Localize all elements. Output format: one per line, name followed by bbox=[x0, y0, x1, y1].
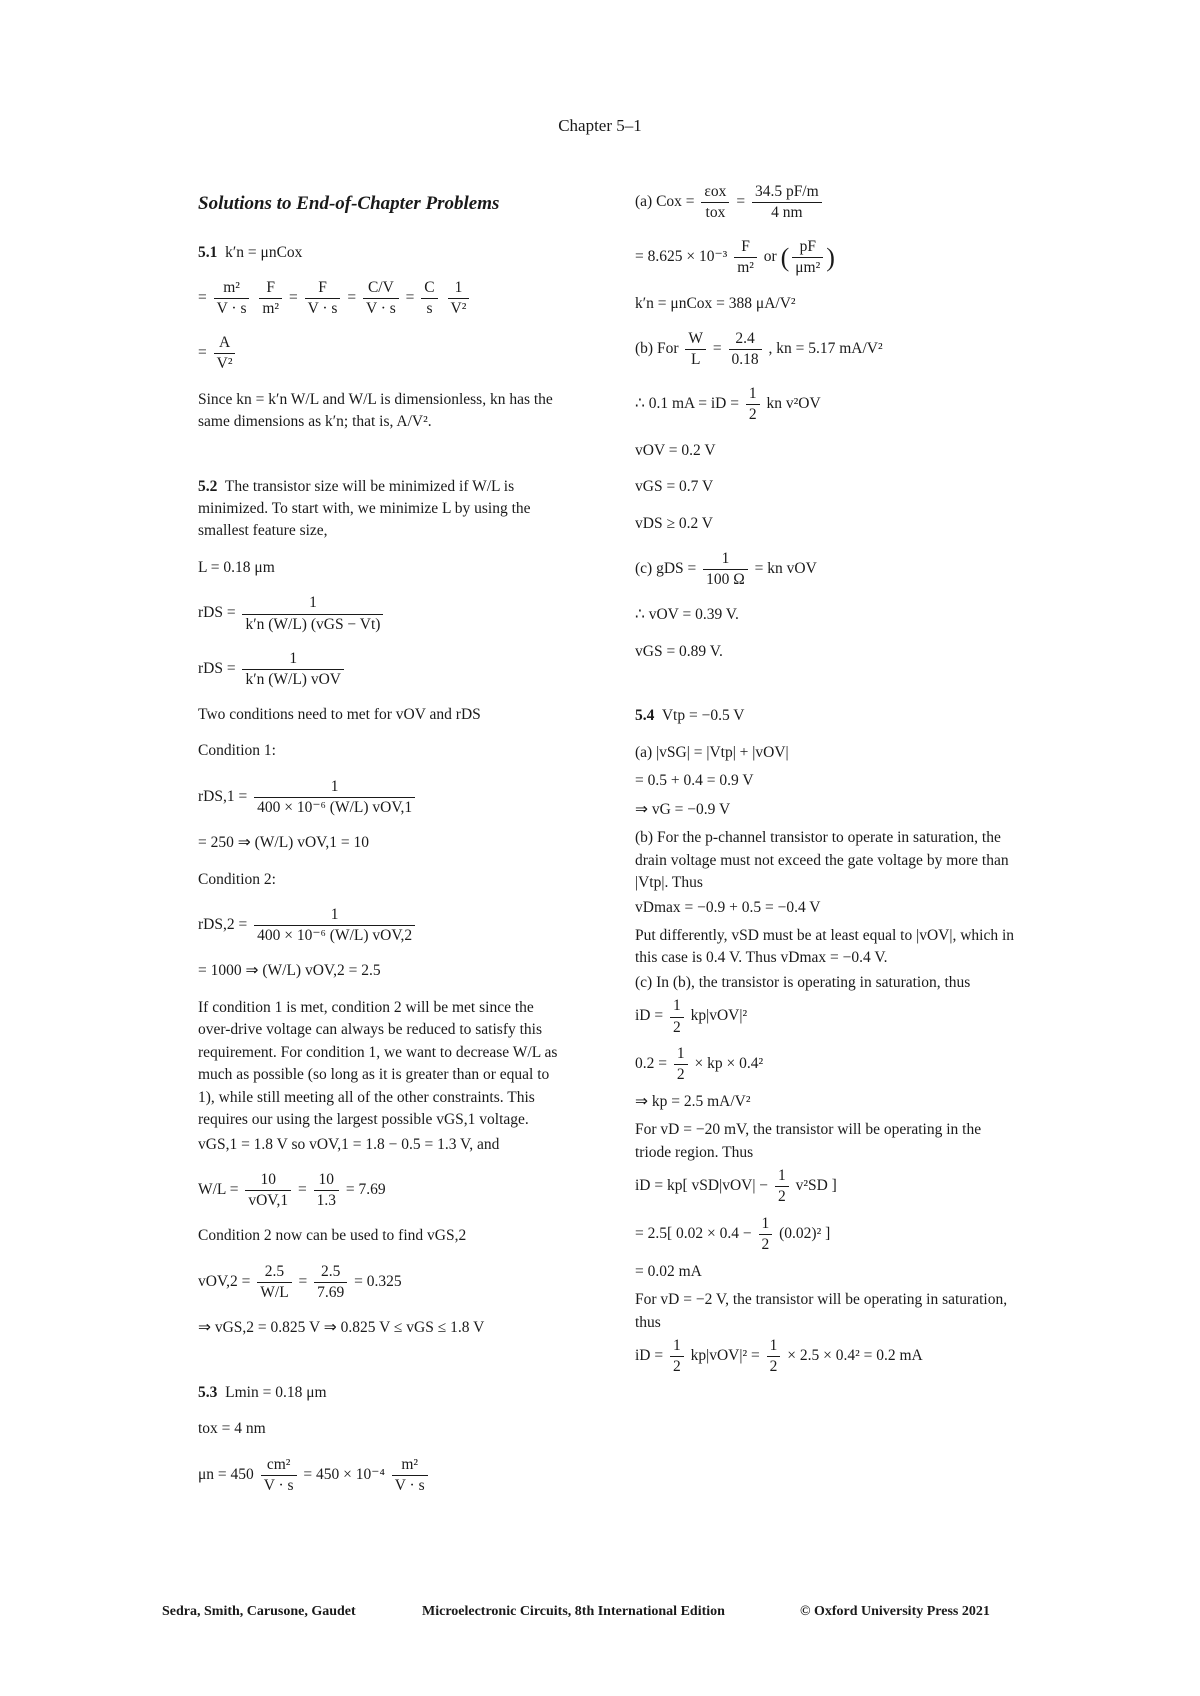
fraction: $\frac{1}{2}$ bbox=[767, 1336, 781, 1377]
fraction: $\frac{1}{2}$ bbox=[670, 1336, 684, 1377]
problem-5-1-result: = $\frac{A}{\text{V²}}$ bbox=[198, 333, 568, 374]
eq-condition-2: rDS,2 = $\frac{1}{\text{400 × 10⁻⁶ (W/L) vOV,2}}$ bbox=[198, 905, 568, 946]
problem-5-1-units: = $\frac{\text{m²}}{V \cdot s}$ $\frac{F}{\text{m²}}$ = $\frac{F}{V \cdot s}$ = $\frac{C/V}{V \cdot s}$ = $\frac{C}{s}$ $\frac{1}{\text{V²}}$ bbox=[198, 278, 568, 319]
eq-vgs: vGS = 0.7 V bbox=[635, 478, 714, 496]
fraction: $\frac{F}{\text{m²}}$ bbox=[734, 237, 757, 278]
eq-kp: ⇒ kp = 2.5 mA/V² bbox=[635, 1092, 751, 1110]
eq-cox: (a) Cox = $\frac{\text{εox}}{\text{tox}}$ = $\frac{34.5 pF/m}{4 nm}$ bbox=[635, 182, 1015, 223]
fraction: $\frac{F}{\text{m²}}$ bbox=[259, 278, 282, 319]
eq-id-triode-value: = 2.5[ 0.02 × 0.4 − $\frac{1}{2}$ (0.02)² ] bbox=[635, 1214, 1015, 1255]
fraction: $\frac{1}{2}$ bbox=[670, 996, 684, 1037]
problem-number: 5.3 bbox=[198, 1383, 218, 1401]
problem-5-1-text: Since kn = k′n W/L and W/L is dimensionless, kn has the same dimensions as k′n; that is, A/V². bbox=[198, 390, 553, 431]
part-b-text: (b) For the p-channel transistor to operate in saturation, the drain voltage must not exceed the gate voltage by more than |Vtp|. Thus bbox=[635, 829, 1009, 892]
fraction: $\frac{34.5 pF/m}{4 nm}$ bbox=[752, 182, 822, 223]
condition-2-use-text: Condition 2 now can be used to find vGS,2 bbox=[198, 1227, 467, 1245]
fraction: $\frac{10}{1.3}$ bbox=[314, 1170, 339, 1211]
eq-cox-value: = 8.625 × 10⁻³ $\frac{F}{\text{m²}}$ or ( $\frac{pF}{\text{μm²}}$ ) bbox=[635, 237, 1015, 278]
eq-tox: tox = 4 nm bbox=[198, 1420, 266, 1438]
fraction: $\frac{1}{2}$ bbox=[746, 384, 760, 425]
fraction: $\frac{1}{\text{400 × 10⁻⁶ (W/L) vOV,2}}$ bbox=[254, 905, 415, 946]
fraction: $\frac{\text{m²}}{V \cdot s}$ bbox=[214, 278, 250, 319]
eq-vsg-value: = 0.5 + 0.4 = 0.9 V bbox=[635, 772, 754, 790]
eq-kn-prime: k′n = μnCox = 388 μA/V² bbox=[635, 294, 796, 312]
saturation-text: For vD = −2 V, the transistor will be operating in saturation, thus bbox=[635, 1291, 1008, 1331]
fraction: $\frac{\text{εox}}{\text{tox}}$ bbox=[701, 182, 729, 223]
eq-id-final: iD = $\frac{1}{2}$ kp|vOV|² = $\frac{1}{2}$ × 2.5 × 0.4² = 0.2 mA bbox=[635, 1336, 1015, 1377]
fraction: $\frac{A}{\text{V²}}$ bbox=[214, 333, 236, 374]
triode-text: For vD = −20 mV, the transistor will be operating in the triode region. Thus bbox=[635, 1121, 982, 1161]
eq-vdmax: vDmax = −0.9 + 0.5 = −0.4 V bbox=[635, 898, 821, 916]
eq-id-triode: iD = kp[ vSD|vOV| − $\frac{1}{2}$ v²SD ] bbox=[635, 1166, 1015, 1207]
fraction: $\frac{1}{\text{k′n (W/L) vOV}}$ bbox=[242, 649, 344, 690]
fraction: $\frac{2.4}{0.18}$ bbox=[729, 329, 762, 370]
fraction: $\frac{1}{\text{400 × 10⁻⁶ (W/L) vOV,1}}$ bbox=[254, 777, 415, 818]
page-header: Chapter 5–1 bbox=[558, 116, 642, 135]
condition-1-label: Condition 1: bbox=[198, 742, 276, 760]
fraction: $\frac{C/V}{V \cdot s}$ bbox=[363, 278, 399, 319]
eq-vgs1: vGS,1 = 1.8 V so vOV,1 = 1.8 − 0.5 = 1.3 V, and bbox=[198, 1135, 500, 1153]
eq-wl: W/L = $\frac{10}{\text{vOV,1}}$ = $\frac{10}{1.3}$ = 7.69 bbox=[198, 1170, 568, 1211]
eq-vgs-result: vGS = 0.89 V. bbox=[635, 642, 723, 660]
eq-id-triode-result: = 0.02 mA bbox=[635, 1262, 702, 1280]
fraction: $\frac{2.5}{7.69}$ bbox=[314, 1262, 347, 1303]
fraction: $\frac{W}{L}$ bbox=[685, 329, 706, 370]
eq-condition-1-result: = 250 ⇒ (W/L) vOV,1 = 10 bbox=[198, 834, 369, 852]
eq-final-range: ⇒ vGS,2 = 0.825 V ⇒ 0.825 V ≤ vGS ≤ 1.8 V bbox=[198, 1319, 485, 1337]
eq-id-value: 0.2 = $\frac{1}{2}$ × kp × 0.4² bbox=[635, 1044, 1015, 1085]
part-b-text-2: Put differently, vSD must be at least equal to |vOV|, which in this case is 0.4 V. Thus vDmax = −0.4 V. bbox=[635, 926, 1015, 967]
problem-5-4-vtp: 5.4 Vtp = −0.5 V bbox=[635, 707, 745, 725]
eq-condition-2-result: = 1000 ⇒ (W/L) vOV,2 = 2.5 bbox=[198, 962, 381, 980]
fraction: $\frac{1}{2}$ bbox=[759, 1214, 773, 1255]
fraction: $\frac{\text{m²}}{V \cdot s}$ bbox=[392, 1455, 428, 1496]
problem-5-3-lmin: 5.3 Lmin = 0.18 μm bbox=[198, 1383, 327, 1401]
eq-vov: vOV = 0.2 V bbox=[635, 441, 716, 459]
fraction: $\frac{1}{2}$ bbox=[775, 1166, 789, 1207]
fraction: $\frac{1}{\text{k′n (W/L) (vGS − Vt)}}$ bbox=[242, 593, 383, 634]
eq-mobility: μn = 450 $\frac{\text{cm²}}{V \cdot s}$ = 450 × 10⁻⁴ $\frac{\text{m²}}{V \cdot s}$ bbox=[198, 1455, 568, 1496]
problem-5-2-para: If condition 1 is met, condition 2 will be met since the over-drive voltage can always be reduced to satisfy this requirement. For condition 1, we want to decrease W/L as much as possible (so long as it is greater than or equal to 1), while still meeting all of the other constraints. This requires our using the largest possible vGS,1 voltage. bbox=[198, 998, 558, 1129]
fraction: $\frac{10}{\text{vOV,1}}$ bbox=[245, 1170, 291, 1211]
fraction: $\frac{1}{\text{V²}}$ bbox=[448, 278, 470, 319]
eq-rds-2: rDS = $\frac{1}{\text{k′n (W/L) vOV}}$ bbox=[198, 649, 568, 690]
fraction: $\frac{2.5}{W/L}$ bbox=[257, 1262, 291, 1303]
problem-5-2-intro: 5.2 The transistor size will be minimized if W/L is minimized. To start with, we minimize L by using the smallest feature size, bbox=[198, 477, 531, 540]
eq-part-b: (b) For $\frac{W}{L}$ = $\frac{2.4}{0.18}$ , kn = 5.17 mA/V² bbox=[635, 329, 1015, 370]
problem-number: 5.4 bbox=[635, 707, 655, 725]
footer-authors: Sedra, Smith, Carusone, Gaudet bbox=[162, 1604, 356, 1619]
eq-length: L = 0.18 μm bbox=[198, 558, 275, 576]
eq-vov2: vOV,2 = $\frac{2.5}{W/L}$ = $\frac{2.5}{7.69}$ = 0.325 bbox=[198, 1262, 568, 1303]
left-column bbox=[198, 182, 568, 1510]
part-c-text: (c) In (b), the transistor is operating in saturation, thus bbox=[635, 973, 971, 991]
fraction: $\frac{1}{2}$ bbox=[674, 1044, 688, 1085]
problem-5-1-eq1: 5.1 k′n = μnCox bbox=[198, 243, 303, 261]
eq-vg: ⇒ vG = −0.9 V bbox=[635, 800, 731, 818]
eq-gds: (c) gDS = $\frac{1}{100 \Omega}$ = kn vOV bbox=[635, 549, 1015, 590]
two-conditions-text: Two conditions need to met for vOV and rDS bbox=[198, 705, 481, 723]
eq-vsg: (a) |vSG| = |Vtp| + |vOV| bbox=[635, 743, 789, 761]
fraction: $\frac{C}{s}$ bbox=[421, 278, 437, 319]
fraction: $\frac{pF}{\text{μm²}}$ bbox=[792, 237, 823, 278]
problem-number: 5.1 bbox=[198, 243, 218, 261]
eq-vov-result: ∴ vOV = 0.39 V. bbox=[635, 606, 739, 624]
problem-number: 5.2 bbox=[198, 477, 218, 495]
eq-id-therefore: ∴ 0.1 mA = iD = $\frac{1}{2}$ kn v²OV bbox=[635, 384, 1015, 425]
footer-book: Microelectronic Circuits, 8th International Edition bbox=[422, 1604, 725, 1619]
eq-id-sat: iD = $\frac{1}{2}$ kp|vOV|² bbox=[635, 996, 1015, 1037]
footer-copyright: © Oxford University Press 2021 bbox=[800, 1604, 990, 1619]
eq-vds: vDS ≥ 0.2 V bbox=[635, 514, 713, 532]
eq-rds-1: rDS = $\frac{1}{\text{k′n (W/L) (vGS − Vt)}}$ bbox=[198, 593, 568, 634]
eq-condition-1: rDS,1 = $\frac{1}{\text{400 × 10⁻⁶ (W/L) vOV,1}}$ bbox=[198, 777, 568, 818]
section-title: Solutions to End-of-Chapter Problems bbox=[198, 193, 500, 214]
right-column bbox=[635, 182, 1015, 1384]
condition-2-label: Condition 2: bbox=[198, 870, 276, 888]
fraction: $\frac{\text{cm²}}{V \cdot s}$ bbox=[261, 1455, 297, 1496]
fraction: $\frac{F}{V \cdot s}$ bbox=[305, 278, 341, 319]
fraction: $\frac{1}{100 \Omega}$ bbox=[703, 549, 748, 590]
